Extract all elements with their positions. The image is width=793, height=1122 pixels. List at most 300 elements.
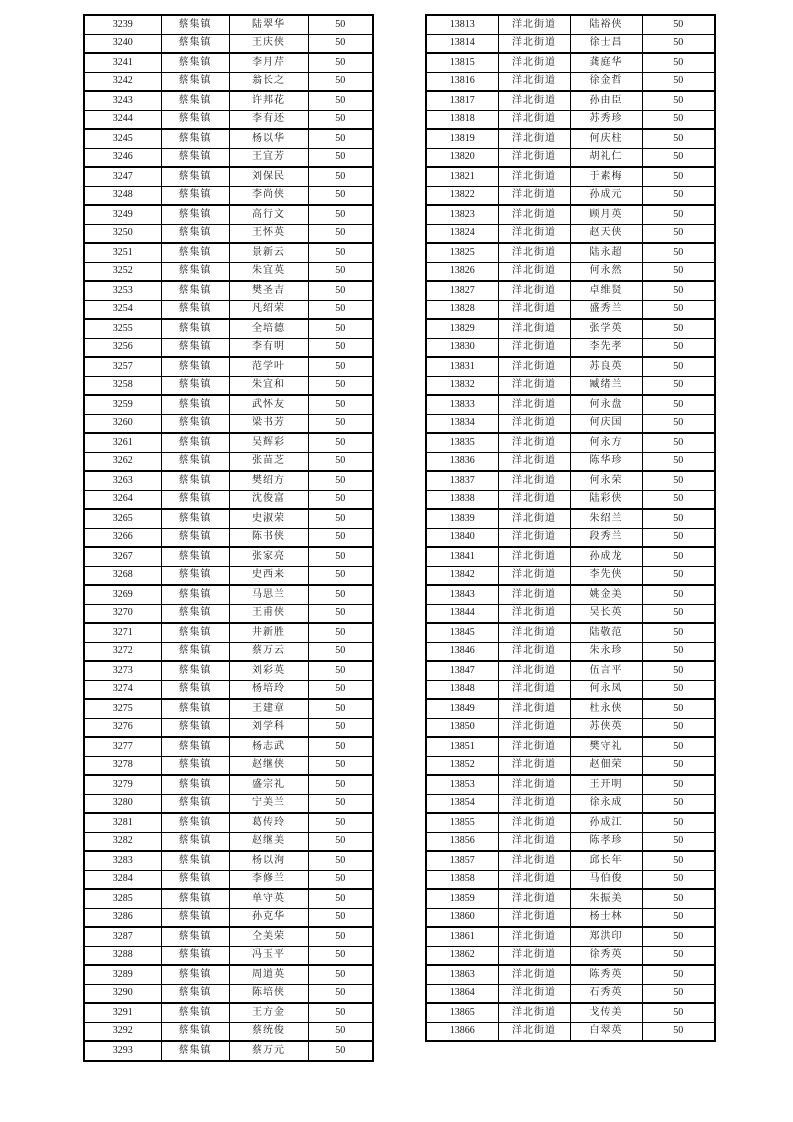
cell-amount: 50 — [308, 91, 373, 110]
cell-town-name: 蔡集镇 — [161, 604, 229, 623]
table-row — [426, 262, 715, 281]
cell-record-id: 3248 — [84, 186, 161, 205]
cell-town-name: 洋北街道 — [498, 737, 570, 756]
cell-amount: 50 — [642, 338, 715, 357]
cell-amount: 50 — [642, 908, 715, 927]
cell-record-id: 13851 — [426, 737, 498, 756]
cell-person-name: 苏秀珍 — [570, 110, 642, 129]
cell-town-name: 洋北街道 — [498, 395, 570, 414]
cell-person-name: 朱永珍 — [570, 642, 642, 661]
cell-town-name: 洋北街道 — [498, 775, 570, 794]
cell-record-id: 13847 — [426, 661, 498, 680]
cell-person-name: 史西来 — [229, 566, 308, 585]
cell-town-name: 蔡集镇 — [161, 870, 229, 889]
cell-town-name: 蔡集镇 — [161, 851, 229, 870]
cell-amount: 50 — [308, 528, 373, 547]
cell-amount: 50 — [642, 452, 715, 471]
cell-record-id: 3273 — [84, 661, 161, 680]
table-row — [426, 129, 715, 148]
table-row — [84, 718, 373, 737]
cell-town-name: 洋北街道 — [498, 319, 570, 338]
cell-town-name: 蔡集镇 — [161, 813, 229, 832]
cell-record-id: 3261 — [84, 433, 161, 452]
cell-amount: 50 — [642, 851, 715, 870]
table-row — [426, 984, 715, 1003]
cell-town-name: 蔡集镇 — [161, 224, 229, 243]
cell-amount: 50 — [308, 604, 373, 623]
cell-town-name: 蔡集镇 — [161, 775, 229, 794]
cell-person-name: 朱宜和 — [229, 376, 308, 395]
cell-amount: 50 — [308, 490, 373, 509]
table-row — [426, 338, 715, 357]
cell-town-name: 洋北街道 — [498, 756, 570, 775]
cell-person-name: 何庆国 — [570, 414, 642, 433]
table-row — [426, 452, 715, 471]
cell-amount: 50 — [642, 547, 715, 566]
cell-person-name: 杨士林 — [570, 908, 642, 927]
cell-person-name: 杨以洵 — [229, 851, 308, 870]
table-row — [84, 623, 373, 642]
cell-person-name: 杨志武 — [229, 737, 308, 756]
cell-person-name: 李先孝 — [570, 338, 642, 357]
cell-amount: 50 — [642, 1022, 715, 1041]
cell-person-name: 刘彩英 — [229, 661, 308, 680]
table-row — [426, 205, 715, 224]
cell-town-name: 蔡集镇 — [161, 1003, 229, 1022]
cell-town-name: 蔡集镇 — [161, 357, 229, 376]
cell-person-name: 顾月英 — [570, 205, 642, 224]
table-row — [426, 775, 715, 794]
cell-town-name: 洋北街道 — [498, 509, 570, 528]
cell-record-id: 13818 — [426, 110, 498, 129]
cell-record-id: 13853 — [426, 775, 498, 794]
cell-amount: 50 — [308, 775, 373, 794]
cell-amount: 50 — [308, 718, 373, 737]
cell-person-name: 盛秀兰 — [570, 300, 642, 319]
table-row — [84, 490, 373, 509]
cell-town-name: 蔡集镇 — [161, 243, 229, 262]
cell-town-name: 洋北街道 — [498, 623, 570, 642]
cell-person-name: 赵继侠 — [229, 756, 308, 775]
table-row — [84, 72, 373, 91]
cell-town-name: 蔡集镇 — [161, 34, 229, 53]
cell-record-id: 13832 — [426, 376, 498, 395]
cell-record-id: 3260 — [84, 414, 161, 433]
cell-record-id: 3282 — [84, 832, 161, 851]
cell-town-name: 洋北街道 — [498, 851, 570, 870]
table-row — [426, 699, 715, 718]
cell-town-name: 蔡集镇 — [161, 756, 229, 775]
table-row — [84, 281, 373, 300]
cell-person-name: 马伯俊 — [570, 870, 642, 889]
table-row — [84, 129, 373, 148]
cell-amount: 50 — [642, 680, 715, 699]
table-row — [426, 1022, 715, 1041]
cell-town-name: 蔡集镇 — [161, 53, 229, 72]
cell-record-id: 3277 — [84, 737, 161, 756]
cell-record-id: 13835 — [426, 433, 498, 452]
cell-record-id: 3276 — [84, 718, 161, 737]
table-row — [84, 737, 373, 756]
cell-town-name: 蔡集镇 — [161, 528, 229, 547]
cell-record-id: 3264 — [84, 490, 161, 509]
cell-record-id: 3272 — [84, 642, 161, 661]
table-row — [426, 813, 715, 832]
table-row — [426, 15, 715, 34]
table-row — [426, 72, 715, 91]
table-row — [426, 395, 715, 414]
cell-person-name: 胡礼仁 — [570, 148, 642, 167]
cell-amount: 50 — [308, 737, 373, 756]
cell-person-name: 李修兰 — [229, 870, 308, 889]
cell-town-name: 洋北街道 — [498, 414, 570, 433]
cell-town-name: 洋北街道 — [498, 661, 570, 680]
cell-record-id: 3245 — [84, 129, 161, 148]
table-row — [426, 927, 715, 946]
cell-amount: 50 — [642, 357, 715, 376]
cell-record-id: 3250 — [84, 224, 161, 243]
table-row — [84, 110, 373, 129]
cell-person-name: 单守英 — [229, 889, 308, 908]
cell-town-name: 蔡集镇 — [161, 946, 229, 965]
cell-record-id: 13819 — [426, 129, 498, 148]
cell-amount: 50 — [642, 110, 715, 129]
cell-town-name: 洋北街道 — [498, 110, 570, 129]
cell-record-id: 3249 — [84, 205, 161, 224]
cell-record-id: 13842 — [426, 566, 498, 585]
cell-record-id: 13854 — [426, 794, 498, 813]
cell-person-name: 段秀兰 — [570, 528, 642, 547]
cell-person-name: 李有明 — [229, 338, 308, 357]
cell-town-name: 洋北街道 — [498, 946, 570, 965]
cell-record-id: 13846 — [426, 642, 498, 661]
cell-record-id: 3284 — [84, 870, 161, 889]
table-row — [426, 224, 715, 243]
cell-amount: 50 — [642, 509, 715, 528]
table-row — [84, 376, 373, 395]
table-row — [426, 642, 715, 661]
cell-town-name: 洋北街道 — [498, 433, 570, 452]
table-row — [426, 53, 715, 72]
cell-person-name: 李尚侠 — [229, 186, 308, 205]
table-row — [84, 680, 373, 699]
cell-person-name: 李有还 — [229, 110, 308, 129]
cell-town-name: 洋北街道 — [498, 129, 570, 148]
cell-town-name: 洋北街道 — [498, 908, 570, 927]
cell-person-name: 邱长年 — [570, 851, 642, 870]
cell-town-name: 蔡集镇 — [161, 186, 229, 205]
cell-amount: 50 — [642, 566, 715, 585]
cell-town-name: 洋北街道 — [498, 262, 570, 281]
cell-town-name: 蔡集镇 — [161, 509, 229, 528]
cell-town-name: 洋北街道 — [498, 167, 570, 186]
cell-person-name: 郑洪印 — [570, 927, 642, 946]
cell-record-id: 13839 — [426, 509, 498, 528]
cell-person-name: 臧绪兰 — [570, 376, 642, 395]
cell-record-id: 3247 — [84, 167, 161, 186]
cell-person-name: 马思兰 — [229, 585, 308, 604]
cell-amount: 50 — [642, 661, 715, 680]
cell-town-name: 洋北街道 — [498, 965, 570, 984]
cell-person-name: 杨培玲 — [229, 680, 308, 699]
table-row — [426, 1003, 715, 1022]
cell-town-name: 洋北街道 — [498, 889, 570, 908]
cell-town-name: 洋北街道 — [498, 148, 570, 167]
table-row — [84, 509, 373, 528]
cell-person-name: 何庆柱 — [570, 129, 642, 148]
cell-person-name: 陆永超 — [570, 243, 642, 262]
table-row — [426, 566, 715, 585]
table-row — [426, 946, 715, 965]
cell-person-name: 何永方 — [570, 433, 642, 452]
cell-person-name: 徐秀英 — [570, 946, 642, 965]
cell-record-id: 13836 — [426, 452, 498, 471]
cell-town-name: 洋北街道 — [498, 528, 570, 547]
cell-person-name: 高行文 — [229, 205, 308, 224]
cell-person-name: 孙成江 — [570, 813, 642, 832]
cell-record-id: 3255 — [84, 319, 161, 338]
cell-town-name: 蔡集镇 — [161, 148, 229, 167]
cell-amount: 50 — [642, 794, 715, 813]
cell-person-name: 范学叶 — [229, 357, 308, 376]
table-row — [426, 357, 715, 376]
cell-town-name: 蔡集镇 — [161, 395, 229, 414]
table-row — [426, 509, 715, 528]
cell-person-name: 樊绍方 — [229, 471, 308, 490]
table-row — [426, 528, 715, 547]
cell-town-name: 蔡集镇 — [161, 452, 229, 471]
cell-record-id: 13822 — [426, 186, 498, 205]
cell-town-name: 洋北街道 — [498, 547, 570, 566]
cell-person-name: 吴长英 — [570, 604, 642, 623]
cell-person-name: 吴辉彩 — [229, 433, 308, 452]
cell-record-id: 3243 — [84, 91, 161, 110]
cell-person-name: 赵天侠 — [570, 224, 642, 243]
cell-town-name: 洋北街道 — [498, 15, 570, 34]
cell-person-name: 苏侠英 — [570, 718, 642, 737]
cell-record-id: 13830 — [426, 338, 498, 357]
table-row — [426, 680, 715, 699]
table-row — [426, 889, 715, 908]
table-row — [84, 1003, 373, 1022]
cell-record-id: 3266 — [84, 528, 161, 547]
cell-record-id: 13813 — [426, 15, 498, 34]
cell-town-name: 蔡集镇 — [161, 832, 229, 851]
cell-town-name: 洋北街道 — [498, 870, 570, 889]
cell-amount: 50 — [308, 243, 373, 262]
cell-person-name: 卓维贤 — [570, 281, 642, 300]
cell-record-id: 13857 — [426, 851, 498, 870]
cell-amount: 50 — [642, 927, 715, 946]
cell-record-id: 13834 — [426, 414, 498, 433]
cell-amount: 50 — [642, 148, 715, 167]
cell-amount: 50 — [308, 1022, 373, 1041]
cell-amount: 50 — [308, 566, 373, 585]
cell-amount: 50 — [642, 91, 715, 110]
table-row — [84, 794, 373, 813]
cell-amount: 50 — [308, 205, 373, 224]
cell-town-name: 洋北街道 — [498, 224, 570, 243]
cell-amount: 50 — [642, 946, 715, 965]
table-row — [84, 832, 373, 851]
cell-person-name: 姚金美 — [570, 585, 642, 604]
table-row — [426, 91, 715, 110]
cell-amount: 50 — [642, 414, 715, 433]
cell-record-id: 13833 — [426, 395, 498, 414]
cell-record-id: 13861 — [426, 927, 498, 946]
cell-record-id: 13823 — [426, 205, 498, 224]
cell-amount: 50 — [642, 1003, 715, 1022]
cell-town-name: 蔡集镇 — [161, 110, 229, 129]
cell-person-name: 陆裕侠 — [570, 15, 642, 34]
cell-amount: 50 — [308, 357, 373, 376]
cell-person-name: 陈秀英 — [570, 965, 642, 984]
table-row — [84, 870, 373, 889]
cell-amount: 50 — [308, 813, 373, 832]
table-row — [84, 167, 373, 186]
cell-person-name: 张苗芝 — [229, 452, 308, 471]
cell-record-id: 13814 — [426, 34, 498, 53]
cell-person-name: 蔡万云 — [229, 642, 308, 661]
cell-record-id: 3271 — [84, 623, 161, 642]
cell-amount: 50 — [642, 585, 715, 604]
cell-record-id: 3285 — [84, 889, 161, 908]
cell-record-id: 13852 — [426, 756, 498, 775]
cell-town-name: 蔡集镇 — [161, 433, 229, 452]
table-row — [426, 110, 715, 129]
table-row — [426, 832, 715, 851]
table-row — [84, 889, 373, 908]
cell-record-id: 13824 — [426, 224, 498, 243]
cell-record-id: 13860 — [426, 908, 498, 927]
table-row — [84, 965, 373, 984]
cell-person-name: 何永然 — [570, 262, 642, 281]
cell-person-name: 王庆侠 — [229, 34, 308, 53]
cell-amount: 50 — [308, 319, 373, 338]
table-row — [84, 642, 373, 661]
cell-amount: 50 — [308, 585, 373, 604]
cell-amount: 50 — [642, 129, 715, 148]
cell-amount: 50 — [642, 186, 715, 205]
cell-amount: 50 — [308, 832, 373, 851]
cell-town-name: 洋北街道 — [498, 585, 570, 604]
cell-person-name: 陈孝珍 — [570, 832, 642, 851]
cell-person-name: 许邦花 — [229, 91, 308, 110]
table-row — [84, 756, 373, 775]
cell-record-id: 13817 — [426, 91, 498, 110]
cell-person-name: 徐士昌 — [570, 34, 642, 53]
cell-town-name: 蔡集镇 — [161, 737, 229, 756]
cell-record-id: 3265 — [84, 509, 161, 528]
cell-town-name: 洋北街道 — [498, 300, 570, 319]
cell-amount: 50 — [308, 680, 373, 699]
cell-person-name: 孙成龙 — [570, 547, 642, 566]
cell-record-id: 13845 — [426, 623, 498, 642]
cell-amount: 50 — [308, 34, 373, 53]
cell-town-name: 蔡集镇 — [161, 167, 229, 186]
cell-person-name: 孙克华 — [229, 908, 308, 927]
cell-amount: 50 — [308, 946, 373, 965]
cell-town-name: 蔡集镇 — [161, 984, 229, 1003]
cell-record-id: 3283 — [84, 851, 161, 870]
cell-record-id: 3269 — [84, 585, 161, 604]
cell-town-name: 洋北街道 — [498, 699, 570, 718]
cell-record-id: 3262 — [84, 452, 161, 471]
cell-record-id: 3270 — [84, 604, 161, 623]
cell-town-name: 洋北街道 — [498, 471, 570, 490]
cell-town-name: 蔡集镇 — [161, 794, 229, 813]
cell-town-name: 洋北街道 — [498, 34, 570, 53]
cell-record-id: 3268 — [84, 566, 161, 585]
table-row — [426, 281, 715, 300]
cell-record-id: 13859 — [426, 889, 498, 908]
cell-amount: 50 — [308, 965, 373, 984]
cell-town-name: 蔡集镇 — [161, 300, 229, 319]
table-row — [84, 300, 373, 319]
cell-amount: 50 — [642, 718, 715, 737]
cell-amount: 50 — [308, 794, 373, 813]
table-row — [426, 908, 715, 927]
cell-person-name: 刘保民 — [229, 167, 308, 186]
cell-amount: 50 — [308, 471, 373, 490]
table-row — [84, 547, 373, 566]
cell-person-name: 王宜芳 — [229, 148, 308, 167]
cell-person-name: 龚庭华 — [570, 53, 642, 72]
cell-person-name: 徐永成 — [570, 794, 642, 813]
cell-person-name: 翁长之 — [229, 72, 308, 91]
cell-amount: 50 — [308, 224, 373, 243]
cell-person-name: 景新云 — [229, 243, 308, 262]
cell-town-name: 洋北街道 — [498, 566, 570, 585]
cell-amount: 50 — [642, 870, 715, 889]
table-row — [426, 319, 715, 338]
table-row — [426, 718, 715, 737]
cell-amount: 50 — [642, 262, 715, 281]
cell-town-name: 蔡集镇 — [161, 471, 229, 490]
cell-town-name: 蔡集镇 — [161, 91, 229, 110]
cell-record-id: 13844 — [426, 604, 498, 623]
cell-person-name: 何永荣 — [570, 471, 642, 490]
cell-person-name: 梁书芳 — [229, 414, 308, 433]
cell-record-id: 13841 — [426, 547, 498, 566]
table-row — [84, 851, 373, 870]
cell-person-name: 孙成元 — [570, 186, 642, 205]
cell-record-id: 13828 — [426, 300, 498, 319]
cell-town-name: 蔡集镇 — [161, 547, 229, 566]
cell-amount: 50 — [642, 34, 715, 53]
cell-person-name: 蔡万元 — [229, 1041, 308, 1061]
cell-person-name: 张学英 — [570, 319, 642, 338]
cell-record-id: 13863 — [426, 965, 498, 984]
cell-town-name: 洋北街道 — [498, 642, 570, 661]
cell-person-name: 苏良英 — [570, 357, 642, 376]
cell-person-name: 武怀友 — [229, 395, 308, 414]
cell-record-id: 3254 — [84, 300, 161, 319]
table-row — [84, 813, 373, 832]
cell-record-id: 13858 — [426, 870, 498, 889]
cell-record-id: 13826 — [426, 262, 498, 281]
cell-town-name: 蔡集镇 — [161, 262, 229, 281]
cell-amount: 50 — [308, 509, 373, 528]
cell-record-id: 13815 — [426, 53, 498, 72]
cell-town-name: 洋北街道 — [498, 186, 570, 205]
cell-person-name: 徐金哲 — [570, 72, 642, 91]
cell-amount: 50 — [308, 262, 373, 281]
cell-record-id: 13864 — [426, 984, 498, 1003]
cell-amount: 50 — [308, 15, 373, 34]
cell-person-name: 朱绍兰 — [570, 509, 642, 528]
cell-amount: 50 — [642, 642, 715, 661]
